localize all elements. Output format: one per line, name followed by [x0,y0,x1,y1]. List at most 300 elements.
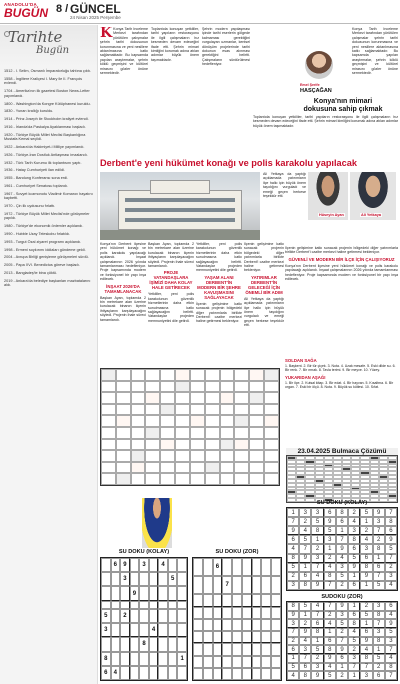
crossword-cell [234,381,249,393]
crossword-cell [160,381,175,393]
sudoku-cell [271,643,281,655]
history-item: 1914 - Prinz Joseph ile Stockholm kraliyet evlendi. [4,117,89,122]
sudoku-cell: 2 [336,628,348,637]
sudoku-cell [213,619,223,631]
crossword-puzzle [100,368,280,486]
crossword-cell [101,450,116,462]
history-item: 1922 - Ankara'da Hakimiyet-i Milliye yayımlandı. [4,145,85,150]
top-article-body-lower: Toplantıda konuşan yetkililer, tarihi yapıların restorasyonu ile ilgili çalışmaların hız kesmeden devam edeceğini ifade etti. Şehrin mimari kimliğini korumak adına atılan adımlar büyük önem taşımaktadır. [253,115,398,128]
crossword-cell [249,404,264,416]
crossword-cell [234,415,249,427]
sudoku-cell: 1 [360,581,372,590]
sudoku-cell: 8 [360,654,372,663]
sudoku-cell [168,623,178,637]
sudoku-cell [149,586,159,600]
sudoku-cell: 7 [373,526,385,535]
sudoku-cell: 1 [324,544,336,553]
crossword-cell [116,427,131,439]
sudoku-cell [242,668,252,680]
crossword-cell [190,462,205,474]
crossword-cell [264,392,279,404]
sudoku-cell [271,668,281,680]
sudoku-cell: 7 [222,576,232,594]
crossword-cell [220,427,235,439]
sudoku-cell: 6 [111,558,121,572]
sudoku-cell: 8 [287,554,299,563]
subheading-2: PROJE VATANDAŞLARA İŞİMİZİ DAHA KOLAY HALE GETİRECEK [149,270,193,291]
sudoku-cell: 2 [373,663,385,672]
crossword-cell [116,392,131,404]
history-list [0,67,97,288]
sudoku-cell: 4 [311,572,323,581]
crossword-cell [160,415,175,427]
sudoku-cell: 3 [311,663,323,672]
crossword-cell [234,473,249,485]
sudoku-cell [130,623,140,637]
sudoku-cell: 4 [360,645,372,654]
sudoku-cell [213,643,223,655]
crossword-cell [264,473,279,485]
sudoku-cell: 1 [373,645,385,654]
crossword-cell [264,369,279,381]
crossword-cell [249,473,264,485]
sudoku-cell: 9 [287,611,299,620]
sudoku-cell: 8 [311,628,323,637]
sudoku-cell: 8 [299,671,311,680]
logo-top-text: ANADOLU'DA [4,2,38,7]
sudoku-cell: 3 [360,544,372,553]
crossword-cell [101,369,116,381]
sudoku-cell [261,619,271,631]
sudoku-cell [168,666,178,680]
crossword-cell [101,404,116,416]
sudoku-cell: 5 [299,535,311,544]
top-article-col4: Konya Tarih İnceleme Merkezi tarafından yürütülen çalışmalar şehrin tarihi dokusunun korunmasına ve yeni nesillere aktarılmasına katkı sağlamaktadır. Bu kapsamda yapılan araştırmalar, şehrin köklü geçmişini ve kültürel mirasını gözler önüne sermektedir. [352,27,398,76]
sudoku-cell: 5 [373,654,385,663]
sudoku-cell [120,623,130,637]
sudoku-cell [149,572,159,586]
sudoku-cell [158,572,168,586]
sudoku-cell: 1 [287,654,299,663]
sudoku-cell: 6 [360,554,372,563]
sudoku-cell: 5 [168,572,178,586]
sudoku-cell: 2 [324,611,336,620]
crossword-cell [116,415,131,427]
crossword-cell [264,439,279,451]
subheading-1: İNŞAAT 2026'DA TAMAMLANACAK [104,283,142,294]
crossword-cell [131,381,146,393]
crossword-cell [116,450,131,462]
top-article-headline: Konya'nın mimari dokusuna sahip çıkmak [303,98,383,113]
solution-grid [286,455,398,503]
sudoku-cell: 3 [139,558,149,572]
sudoku-cell [130,601,140,609]
sudoku-cell: 1 [287,508,299,517]
crossword-cell [101,381,116,393]
sudoku-cell [261,576,271,594]
sudoku-cell [130,652,140,666]
sudoku-cell [222,594,232,606]
sudoku-cell [120,586,130,600]
history-item: 1926 - Türkiye-İran Dostluk Antlaşması imzalandı. [4,152,88,157]
top-article [100,25,398,155]
sudoku-cell: 5 [385,628,397,637]
crossword-cell [249,415,264,427]
top-article-col3: Şehrin modern yapılaşması içinde tarihi eserlerin gölgede kalmaması gerektiğini vurgulayan uzmanlar, kentsel dönüşüm projelerinde tarihi dokunun esas alınması gerektiğini belirtti. Çalışmaların sürdürülmesi hedefleniyor. [202,27,250,67]
sudoku-cell: 5 [360,611,372,620]
sudoku-cell: 9 [360,572,372,581]
sudoku-cell: 8 [311,526,323,535]
crossword-cell [234,462,249,474]
sudoku-cell [139,586,149,600]
main-story-right-column: İlçenin gelişimine katkı sunacak projenin bölgedeki diğer yatırımlarla birlikte Derbent'i cazibe merkezi haline getirmesi bekleniyor. GÜVENLİ VE MODERN BİR İLÇE İÇİN ÇALIŞIYORUZ Konya'nın Derbent ilçesine yeni hükümet konağı ve polis karakolu yapılacağı açıklandı. İnşaat çalışmalarının 2026 yılında tamamlanması hedefleniyor. Proje kapsamında modern ve fonksiyonel bir yapı inşa edilecek. [285,246,398,282]
crossword-cell [160,462,175,474]
sudoku-cell: 1 [360,619,372,628]
crossword-cell [249,381,264,393]
sudoku-cell [213,576,223,594]
sudoku-cell [149,637,159,651]
sudoku-cell [222,607,232,619]
sudoku-cell [222,643,232,655]
section-title: GÜNCEL [70,2,121,16]
crossword-cell [116,404,131,416]
sudoku-cell [242,643,252,655]
sudoku-cell [252,656,262,668]
sudoku-cell: 9 [311,581,323,590]
sudoku-cell [111,572,121,586]
crossword-cell [131,473,146,485]
main-story-side-text: Ali Yetkaya da yaptığı açıklamada yatırımların ilçe halkı için büyük önem taşıdığını vurguladı ve emeği geçen herkese teşekkür etti. [263,172,306,199]
crossword-cell [234,450,249,462]
sudoku-cell [149,558,159,572]
sudoku-cell [193,607,203,619]
sudoku-cell: 6 [360,628,372,637]
crossword-cell [160,473,175,485]
sudoku-cell [232,607,242,619]
sudoku-cell: 4 [348,628,360,637]
sudoku-cell [213,668,223,680]
sudoku-cell [101,586,111,600]
sudoku-cell: 7 [324,602,336,611]
sudoku-cell: 9 [287,526,299,535]
sudoku-cell: 5 [287,663,299,672]
sudoku-cell: 5 [348,637,360,646]
history-item: 1558 - İngiltere Kraliçesi I. Mary ile II. François evlendi. [4,76,83,86]
sudoku-cell: 1 [373,554,385,563]
crossword-cell [190,404,205,416]
crossword-cell [175,381,190,393]
crossword-cell [175,439,190,451]
sudoku-cell: 6 [311,619,323,628]
sudoku-cell [139,623,149,637]
sudoku-cell: 6 [213,558,223,576]
sudoku-cell [261,558,271,576]
crossword-cell [131,369,146,381]
sudoku-cell: 9 [311,671,323,680]
sudoku-cell: 5 [311,645,323,654]
sudoku-cell [193,631,203,643]
sudoku-cell: 5 [101,609,111,623]
sudoku-cell: 6 [287,645,299,654]
sudoku-cell: 9 [360,637,372,646]
sudoku-cell [168,558,178,572]
sudoku-cell [177,623,187,637]
history-item: 1955 - Bandung Konferansı sona erdi. [4,176,69,181]
crossword-cell [234,404,249,416]
sudoku-cell [177,609,187,623]
sudoku-cell: 1 [360,517,372,526]
sudoku-cell: 2 [287,637,299,646]
sudoku-cell [232,643,242,655]
crossword-cell [175,450,190,462]
sudoku-cell: 4 [299,526,311,535]
crossword-cell [101,415,116,427]
sudoku-cell: 5 [311,517,323,526]
sudoku-cell: 6 [324,508,336,517]
sudoku-cell: 9 [299,554,311,563]
sudoku-cell: 5 [324,671,336,680]
sudoku-cell: 8 [101,652,111,666]
sudoku-hard-title: SU DOKU (ZOR) [215,549,259,555]
sudoku-cell [139,572,149,586]
sudoku-cell: 7 [336,535,348,544]
crossword-cell [205,427,220,439]
history-item: 2005 - Papa XVI. Benedictus göreve başladı. [4,263,80,268]
crossword-cell [101,427,116,439]
sudoku-cell [158,601,168,609]
crossword-cell [249,392,264,404]
sudoku-cell [177,637,187,651]
history-item: 2004 - Avrupa Birliği genişleme görüşmeleri sürdü. [4,255,89,260]
sudoku-cell: 5 [324,526,336,535]
sudoku-cell [177,601,187,609]
sudoku-cell [101,572,111,586]
top-article-col1 [100,27,148,153]
history-item: 2019 - Ankara'da belediye başkanları mazbatalarını aldı. [4,278,91,288]
sudoku-cell: 8 [324,572,336,581]
sudoku-cell [177,586,187,600]
crossword-cell [145,392,160,404]
crossword-cell [175,427,190,439]
crossword-cell [190,439,205,451]
sudoku-cell [120,652,130,666]
sudoku-cell [149,666,159,680]
sudoku-cell [242,656,252,668]
sudoku-cell [213,631,223,643]
sudoku-cell [139,652,149,666]
sudoku-cell: 2 [311,544,323,553]
crossword-cell [145,462,160,474]
crossword-cell [234,392,249,404]
sudoku-cell [252,558,262,576]
crossword-cell [175,415,190,427]
sudoku-cell: 7 [385,645,397,654]
sudoku-cell: 8 [336,508,348,517]
author-photo [305,51,333,79]
sudoku-cell: 2 [360,602,372,611]
sudoku-cell: 9 [385,535,397,544]
sudoku-cell [193,643,203,655]
tarihte-title: Tarihte [8,28,63,46]
sudoku-cell [158,609,168,623]
crossword-cell [175,473,190,485]
newspaper-logo [4,2,52,20]
sudoku-cell [261,643,271,655]
sudoku-cell [232,576,242,594]
history-item: 1936 - Hatay Cumhuriyeti ilan edildi. [4,168,65,173]
sudoku-cell [271,619,281,631]
sudoku-cell: 7 [336,637,348,646]
sudoku-cell: 4 [324,663,336,672]
main-story-col3: Yetkililer, yeni polis karakolunun güvenlik hizmetlerinin daha etkin sunulmasına katkı sağlayacağını belirtti. Vatandaşlar projeden memnuniyetini dile getirdi. YAŞAM ALANI DERBENT'İN MODERN BİR ŞEHRE KAVUŞMASINI SAĞLAYACAK İlçenin gelişimine katkı sunacak projenin bölgedeki diğer yatırımlarla birlikte Derbent'i cazibe merkezi haline getirmesi bekleniyor. [196,242,242,324]
history-item: 1998 - Ermeni soykırımı iddiaları gündeme geldi. [4,247,86,252]
sudoku-cell: 4 [311,602,323,611]
sudoku-cell: 6 [336,654,348,663]
sudoku-cell [158,652,168,666]
sudoku-cell [213,607,223,619]
crossword-cell [205,369,220,381]
crossword-cell [175,369,190,381]
crossword-cell [249,450,264,462]
sudoku-cell: 7 [373,572,385,581]
sudoku-cell: 8 [348,619,360,628]
sudoku-cell: 4 [158,558,168,572]
sudoku-cell: 7 [287,517,299,526]
sudoku-cell [168,601,178,609]
crossword-cell [116,369,131,381]
crossword-cell [190,427,205,439]
crossword-cell [145,439,160,451]
sudoku-cell: 9 [120,558,130,572]
crossword-cell [264,381,279,393]
sudoku-cell: 7 [311,563,323,572]
sudoku-cell: 7 [311,611,323,620]
sudoku-cell: 4 [324,563,336,572]
tarihte-bugun-column [0,25,98,684]
top-article-col2: Toplantıda konuşan yetkililer, tarihi yapıların restorasyonu ile ilgili çalışmaların hız kesmeden devam edeceğini ifade etti. Şehrin mimari kimliğini korumak adına atılan adımlar büyük önem taşımaktadır. [151,27,199,62]
main-headline: Derbent'e yeni hükümet konağı ve polis karakolu yapılacak [100,158,357,168]
sudoku-cell: 3 [348,654,360,663]
sudoku-cell [130,558,140,572]
sudoku-cell: 3 [287,581,299,590]
sudoku-cell: 9 [324,517,336,526]
sudoku-cell: 2 [373,535,385,544]
crossword-cell [116,462,131,474]
sudoku-cell: 8 [360,563,372,572]
sudoku-cell: 3 [385,637,397,646]
sudoku-cell [261,656,271,668]
history-item: 1990 - Hubble Uzay Teleskobu fırlatıldı. [4,232,71,237]
crossword-cell [249,439,264,451]
main-story-col1: Konya'nın Derbent ilçesine yeni hükümet konağı ve polis karakolu yapılacağı açıklandı. İnşaat çalışmalarının 2026 yılında tamamlanması hedefleniyor. Proje kapsamında modern ve fonksiyonel bir yapı inşa edilecek. İNŞAAT 2026'DA TAMAMLANACAK Başkan Ayan, toplamda 2 bin metrekare alan üzerine kurulacak binanın ilçenin ihtiyaçlarını karşılayacağını söyledi. Projenin ihale süreci tamamlandı. [100,242,146,322]
dropcap-letter: K [100,27,113,41]
sudoku-cell [193,594,203,606]
sudoku-cell [242,631,252,643]
history-item: 1980 - Türkiye'de ekonomik önlemler açıklandı. [4,224,84,229]
sudoku-cell: 2 [360,526,372,535]
sudoku-cell [203,558,213,576]
sudoku-cell [271,594,281,606]
sudoku-cell: 5 [336,572,348,581]
down-clues-text: 1. Bir ilçe. 2. Kutsal kitap. 3. Bir edat. 4. Bir hayvan. 5. Kısaltma. 6. Bir organ. 7. Eski bir ölçü. 8. Nota. 9. Büyük su kütlesi. 10. Sıfat. [285,381,394,390]
crossword-clues [285,358,398,389]
sudoku-cell [130,572,140,586]
crossword-cell [145,381,160,393]
sudoku-cell [139,601,149,609]
crossword-cell [220,462,235,474]
sudoku-cell [232,619,242,631]
sudoku-cell [222,668,232,680]
sudoku-easy-grid [100,557,188,681]
sudoku-cell [203,594,213,606]
crossword-cell [190,392,205,404]
sudoku-cell: 6 [373,671,385,680]
crossword-cell [205,473,220,485]
tarihte-bugun-header [0,25,97,67]
across-clues-text: 1. Başkent. 2. Bir tür çiçek. 3. Nota. 4. Uzak mesafe. 5. Eski dilde su. 6. Bir renk. 7. Bir ırmak. 8. Tavla terimi. 9. Bir meyve. 10. Yüzey. [285,364,396,373]
sudoku-cell: 2 [299,619,311,628]
sudoku-cell [271,631,281,643]
sudoku-cell [168,586,178,600]
sudoku-cell: 2 [287,572,299,581]
sudoku-cell: 3 [311,508,323,517]
issue-date: 24 Nisan 2025 Perşembe [70,15,121,20]
sudoku-hard-grid [192,557,282,681]
sudoku-cell [213,656,223,668]
sudoku-cell [130,609,140,623]
history-item: 1967 - Sovyet kozmonotu Vladimir Komarov hayatını kaybetti. [4,191,93,201]
history-item: 1970 - Çin ilk uydusunu fırlattı. [4,204,56,209]
main-story-col4: İlçenin gelişimine katkı sunacak projenin bölgedeki diğer yatırımlarla birlikte Derbent'i cazibe merkezi haline getirmesi bekleniyor. YATIRIMLAR DERBENT'İN GELECEĞİ İÇİN ÖNEMLİ BİR ADIM Ali Yetkaya da yaptığı açıklamada yatırımların ilçe halkı için büyük önem taşıdığını vurguladı ve emeği geçen herkese teşekkür etti. [244,242,284,328]
sudoku-cell [130,666,140,680]
sudoku-cell [149,652,159,666]
sudoku-cell: 1 [348,671,360,680]
author-lastname: HASÇAĞAN [300,88,332,94]
sudoku-cell [271,558,281,576]
sudoku-cell: 5 [385,544,397,553]
sudoku-cell: 8 [348,535,360,544]
sudoku-cell: 4 [348,517,360,526]
sudoku-cell [203,656,213,668]
sudoku-cell: 6 [336,517,348,526]
sudoku-cell: 5 [348,554,360,563]
sudoku-cell: 6 [324,637,336,646]
sudoku-cell [111,609,121,623]
sudoku-cell: 3 [360,671,372,680]
sudoku-cell: 6 [287,535,299,544]
sudoku-cell [242,558,252,576]
sudoku-cell: 9 [385,619,397,628]
crossword-cell [205,450,220,462]
sudoku-cell [101,601,111,609]
sudoku-cell [252,594,262,606]
sudoku-cell: 6 [348,544,360,553]
history-item: 1916 - İrlanda'da Paskalya Ayaklanması başladı. [4,124,86,129]
sudoku-cell: 1 [311,535,323,544]
sudoku-cell [158,637,168,651]
crossword-cell [131,392,146,404]
sudoku-cell: 1 [324,628,336,637]
subheading-3: YAŞAM ALANI DERBENT'İN MODERN BİR ŞEHRE KAVUŞMASINI SAĞLAYACAK [197,274,241,300]
crossword-cell [220,415,235,427]
history-item: 1512 - I. Selim, Osmanlı İmparatorluğu tahtına çıktı. [4,69,91,73]
down-clues-title: YUKARIDAN AŞAĞI [285,375,326,381]
sudoku-cell: 7 [299,544,311,553]
sudoku-cell [232,656,242,668]
sudoku-cell: 3 [299,508,311,517]
sudoku-cell [177,558,187,572]
crossword-cell [220,369,235,381]
